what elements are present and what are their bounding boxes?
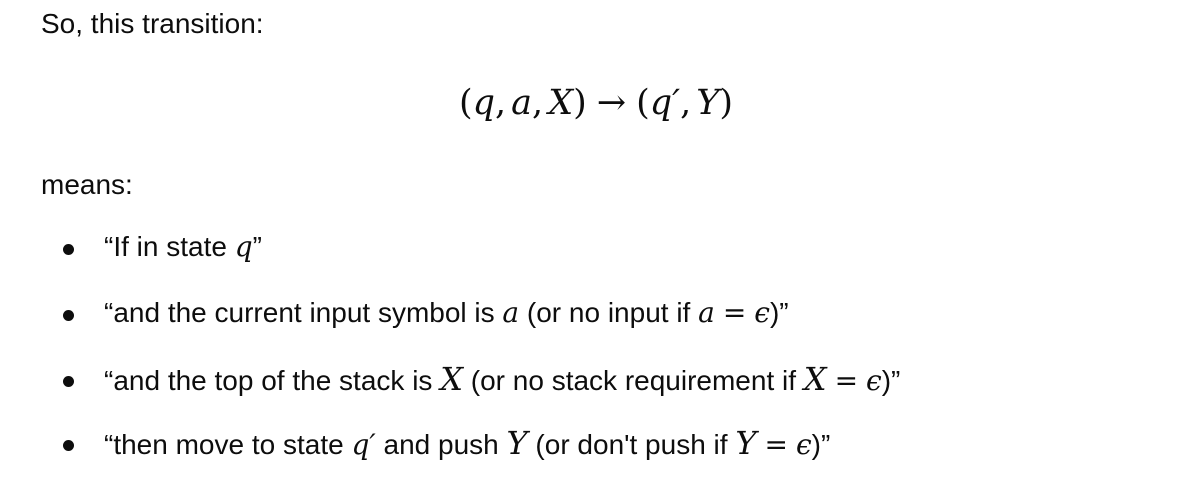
- formula-comma-1: ,: [495, 83, 507, 123]
- formula-y: Y: [696, 83, 720, 123]
- bullet-dot: [63, 244, 74, 255]
- formula-rhs-close: ): [719, 83, 734, 123]
- transition-formula: [0, 80, 1192, 126]
- formula-a: a: [511, 83, 533, 123]
- bullet-dot: [63, 440, 74, 451]
- formula-arrow: →: [596, 83, 627, 123]
- bullet-dot: [63, 376, 74, 387]
- bullet-dot: [63, 310, 74, 321]
- formula-rhs-open: (: [636, 83, 650, 123]
- means-text: means:: [41, 169, 133, 200]
- list-item-text: “then move to state q′ and push Y (or don't push if Y = ϵ)”: [104, 424, 831, 462]
- list-item-text: “and the current input symbol is a (or no input if a = ϵ)”: [104, 296, 789, 329]
- formula-comma-2: ,: [532, 83, 544, 123]
- formula-q: q: [472, 83, 496, 123]
- intro-text: So, this transition:: [41, 8, 264, 39]
- formula-lhs-close: ): [573, 83, 587, 123]
- formula-q-prime: q′: [649, 83, 681, 123]
- formula-comma-3: ,: [680, 83, 692, 123]
- list-item-text: “and the top of the stack is X (or no stack requirement if X = ϵ)”: [104, 360, 901, 398]
- list-item-text: “If in state q”: [104, 230, 262, 263]
- formula-lhs-open: (: [458, 83, 473, 123]
- formula-x: X: [548, 83, 574, 123]
